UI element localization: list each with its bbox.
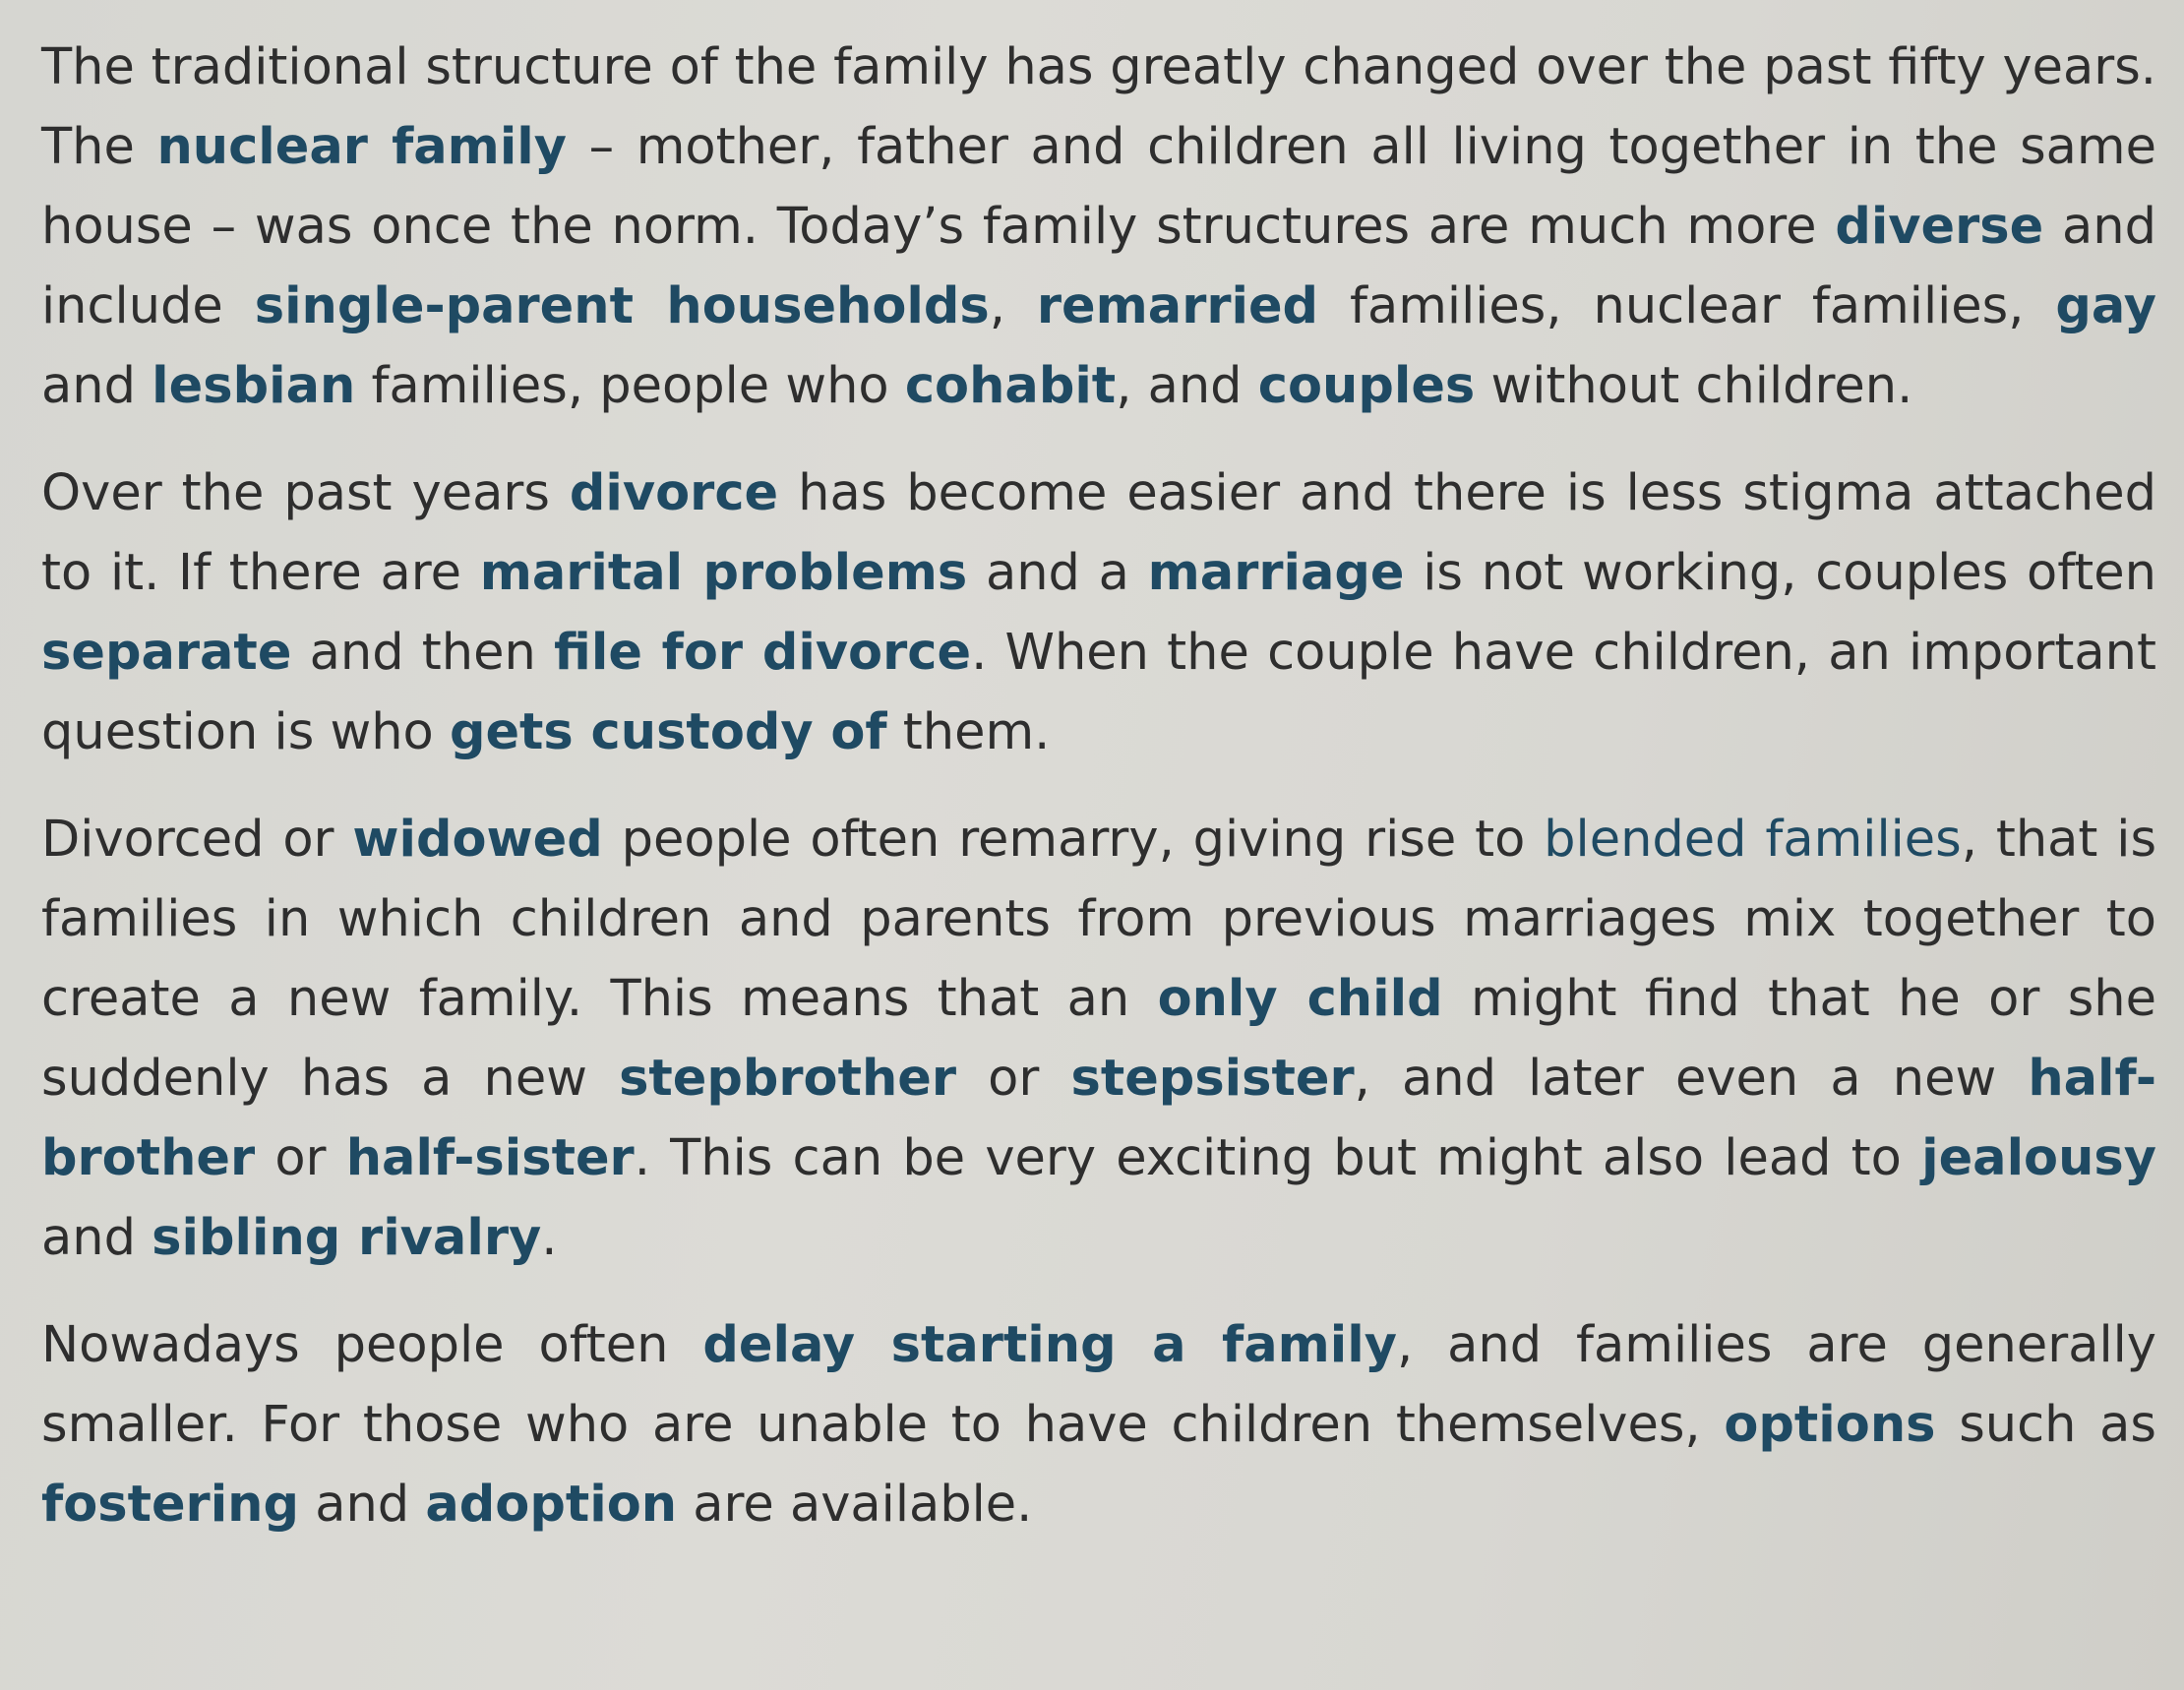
body-text: are available. <box>677 1476 1033 1534</box>
highlighted-term: half-sister <box>345 1129 635 1187</box>
highlighted-term: single-parent households <box>254 277 990 335</box>
body-text: is not working, couples often <box>1404 544 2156 602</box>
paragraph-3 <box>41 800 2156 1278</box>
body-text: and include <box>41 198 2156 335</box>
highlighted-term: lesbian <box>152 357 356 415</box>
paragraph-2 <box>41 453 2156 772</box>
highlighted-term: only child <box>1157 970 1443 1028</box>
highlighted-term: divorce <box>569 464 779 522</box>
body-text: and <box>41 1209 152 1267</box>
highlighted-term: fostering <box>41 1476 299 1534</box>
highlighted-term: jealousy <box>1921 1129 2157 1187</box>
body-text: and a <box>967 544 1148 602</box>
highlighted-term: diverse <box>1835 198 2044 256</box>
body-text: , that is families in which children and parents from previous marriages mix together to create a new family. This means that an <box>41 811 2157 1028</box>
paragraph-1 <box>41 28 2156 426</box>
body-text: and then <box>291 624 555 682</box>
highlighted-term: stepbrother <box>619 1050 957 1108</box>
body-text: Over the past years <box>41 464 570 522</box>
body-text: – mother, father and children all living together in the same house – was once the norm. Today’s family structures are much more <box>41 118 2156 256</box>
body-text: Nowadays people often <box>41 1316 703 1374</box>
highlighted-term: file for divorce <box>554 624 972 682</box>
body-text: families, people who <box>355 357 905 415</box>
body-text: . When the couple have children, an important question is who <box>41 624 2156 761</box>
highlighted-term: marital problems <box>479 544 968 602</box>
highlighted-term: adoption <box>425 1476 678 1534</box>
body-text: or <box>956 1050 1071 1108</box>
body-text: them. <box>886 703 1051 761</box>
highlighted-term: options <box>1724 1396 1936 1454</box>
body-text: . This can be very exciting but might also lead to <box>634 1129 1922 1187</box>
body-text: might find that he or she suddenly has a new <box>41 970 2156 1108</box>
paragraph-4 <box>41 1305 2156 1544</box>
highlighted-term: delay starting a family <box>702 1316 1397 1374</box>
highlighted-term: nuclear family <box>156 118 568 176</box>
body-text: . <box>541 1209 558 1267</box>
body-text: and <box>299 1476 426 1534</box>
highlighted-term: stepsister <box>1070 1050 1355 1108</box>
body-text: Divorced or <box>41 811 353 869</box>
highlighted-term: separate <box>41 624 292 682</box>
highlighted-term: gets custody of <box>449 703 887 761</box>
highlighted-term: couples <box>1257 357 1476 415</box>
highlighted-term: cohabit <box>904 357 1117 415</box>
body-text: , and later even a new <box>1354 1050 2029 1108</box>
highlighted-term: sibling rivalry <box>152 1209 542 1267</box>
highlighted-term: gay <box>2055 277 2156 335</box>
body-text: , <box>989 277 1037 335</box>
body-text: without children. <box>1475 357 1913 415</box>
body-text: and <box>41 357 152 415</box>
highlighted-term: remarried <box>1036 277 1319 335</box>
body-text: such as <box>1935 1396 2156 1454</box>
body-text: people often remarry, giving rise to <box>602 811 1545 869</box>
body-text: , and <box>1116 357 1258 415</box>
body-text: families, nuclear families, <box>1318 277 2056 335</box>
highlighted-term: marriage <box>1147 544 1405 602</box>
body-text: has become easier and there is less stigma attached to it. If there are <box>41 464 2156 602</box>
highlighted-term: blended families <box>1544 811 1962 869</box>
highlighted-term: widowed <box>352 811 603 869</box>
body-text: or <box>255 1129 346 1187</box>
body-text: The traditional structure of the family has greatly changed over the past fifty years. The <box>41 38 2156 176</box>
body-text: , and families are generally smaller. For those who are unable to have children themselves, <box>41 1316 2156 1454</box>
highlighted-term: half-brother <box>41 1050 2156 1187</box>
